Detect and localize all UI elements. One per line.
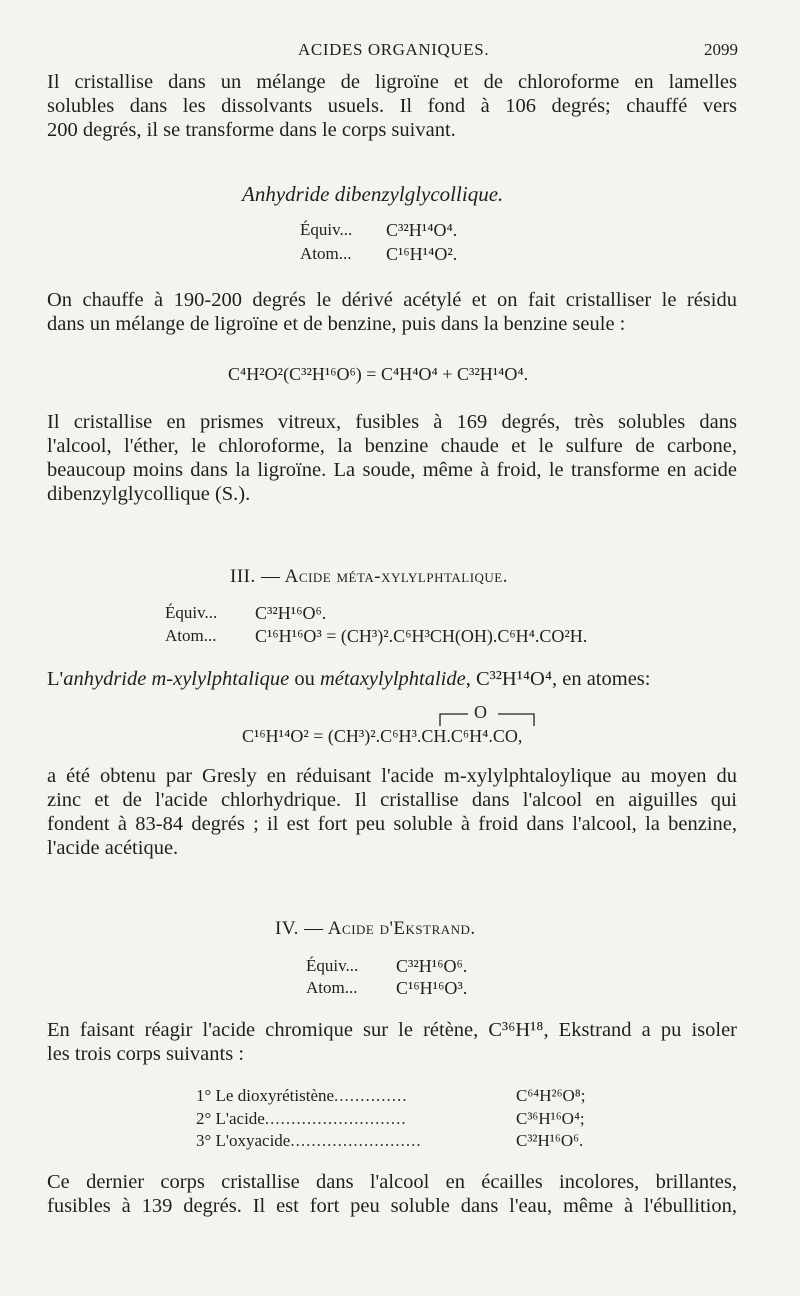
paragraph-line: Il cristallise en prismes vitreux, fusibles à 169 degrés, très solubles dans (47, 411, 737, 433)
list-item (196, 1109, 608, 1129)
list-item (196, 1086, 608, 1106)
paragraph-line: a été obtenu par Gresly en réduisant l'acide m-xylylphtaloylique au moyen du (47, 765, 737, 787)
paragraph-line: Il cristallise dans un mélange de ligroïne et de chloroforme en lamelles (47, 71, 737, 93)
text: L' (47, 668, 64, 690)
paragraph-line: dans un mélange de ligroïne et de benzine, puis dans la benzine seule : (47, 313, 626, 335)
paragraph-line: fondent à 83-84 degrés ; il est fort peu soluble à froid dans l'alcool, la benzine, (47, 813, 737, 835)
equiv-formula: C³²H¹⁴O⁴. (386, 220, 458, 240)
paragraph-line: On chauffe à 190-200 degrés le dérivé acétylé et on fait cristalliser le résidu (47, 289, 737, 311)
section-heading-iv: IV. — Acide d'Ekstrand. (275, 918, 476, 939)
leader-dots: ......................... (290, 1131, 422, 1150)
text: , C³²H¹⁴O⁴, en atomes: (465, 668, 651, 690)
atom-label: Atom... (306, 978, 358, 997)
bracket-oxygen: O (474, 702, 487, 722)
leader-dots: ........................... (264, 1109, 407, 1128)
equiv-label: Équiv... (306, 956, 359, 975)
equiv-label: Équiv... (165, 603, 218, 622)
paragraph-5 (47, 764, 737, 860)
paragraph-line: En faisant réagir l'acide chromique sur le rétène, C³⁶H¹⁸, Ekstrand a pu isoler (47, 1019, 737, 1041)
section-heading-iii: III. — Acide méta-xylylphtalique. (230, 566, 508, 587)
atom-formula: C¹⁶H¹⁴O². (386, 244, 458, 264)
paragraph-7 (47, 1170, 737, 1218)
compound-name: métaxylylphtalide (319, 668, 466, 690)
leader-dots: .............. (334, 1086, 408, 1105)
paragraph-3 (47, 410, 737, 506)
section-heading-anhydride: Anhydride dibenzylglycollique. (242, 182, 504, 206)
paragraph-line: solubles dans les dissolvants usuels. Il fond à 106 degrés; chauffé vers (47, 95, 737, 117)
equiv-label: Équiv... (300, 220, 353, 239)
paragraph-2 (47, 288, 737, 336)
atom-label: Atom... (300, 244, 352, 263)
list-item-formula: C³⁶H¹⁶O⁴; (516, 1109, 585, 1128)
equiv-formula: C³²H¹⁶O⁶. (255, 603, 327, 623)
ether-bridge-bracket (438, 704, 548, 728)
paragraph-line: 200 degrés, il se transforme dans le corps suivant. (47, 119, 456, 141)
equiv-formula: C³²H¹⁶O⁶. (396, 956, 468, 976)
paragraph-1 (47, 70, 737, 142)
paragraph-line: l'alcool, l'éther, le chloroforme, la benzine chaude et le sulfure de carbone, (47, 435, 737, 457)
paragraph-line: zinc et de l'acide chlorhydrique. Il cristallise dans l'alcool en aiguilles qui (47, 789, 737, 811)
compound-name: anhydride m-xylylphtalique (63, 668, 290, 690)
paragraph-line: dibenzylglycollique (S.). (47, 483, 251, 505)
equation-1: C⁴H²O²(C³²H¹⁶O⁶) = C⁴H⁴O⁴ + C³²H¹⁴O⁴. (228, 364, 529, 384)
paragraph-4 (47, 667, 737, 691)
paragraph-line: Ce dernier corps cristallise dans l'alcool en écailles incolores, brillantes, (47, 1171, 737, 1193)
atom-formula: C¹⁶H¹⁶O³. (396, 978, 468, 998)
atom-formula: C¹⁶H¹⁶O³ = (CH³)².C⁶H³CH(OH).C⁶H⁴.CO²H. (255, 626, 588, 646)
list-item (196, 1131, 608, 1151)
paragraph-6 (47, 1018, 737, 1066)
paragraph-line: fusibles à 139 degrés. Il est fort peu soluble dans l'eau, même à l'ébullition, (47, 1195, 737, 1217)
list-item-label: 1° Le dioxyrétistène (196, 1086, 335, 1105)
paragraph-line: les trois corps suivants : (47, 1043, 245, 1065)
page-number: 2099 (704, 40, 738, 59)
text: ou (289, 668, 320, 690)
paragraph-line: beaucoup moins dans la ligroïne. La soude, même à froid, le transforme en acide (47, 459, 737, 481)
list-item-label: 3° L'oxyacide (196, 1131, 291, 1150)
list-item-formula: C⁶⁴H²⁶O⁸; (516, 1086, 586, 1105)
atom-label: Atom... (165, 626, 217, 645)
running-header-title: ACIDES ORGANIQUES. (298, 40, 490, 59)
equation-2: C¹⁶H¹⁴O² = (CH³)².C⁶H³.CH.C⁶H⁴.CO, (242, 726, 523, 746)
paragraph-line: l'acide acétique. (47, 837, 179, 859)
list-item-formula: C³²H¹⁶O⁶. (516, 1131, 584, 1150)
list-item-label: 2° L'acide (196, 1109, 265, 1128)
